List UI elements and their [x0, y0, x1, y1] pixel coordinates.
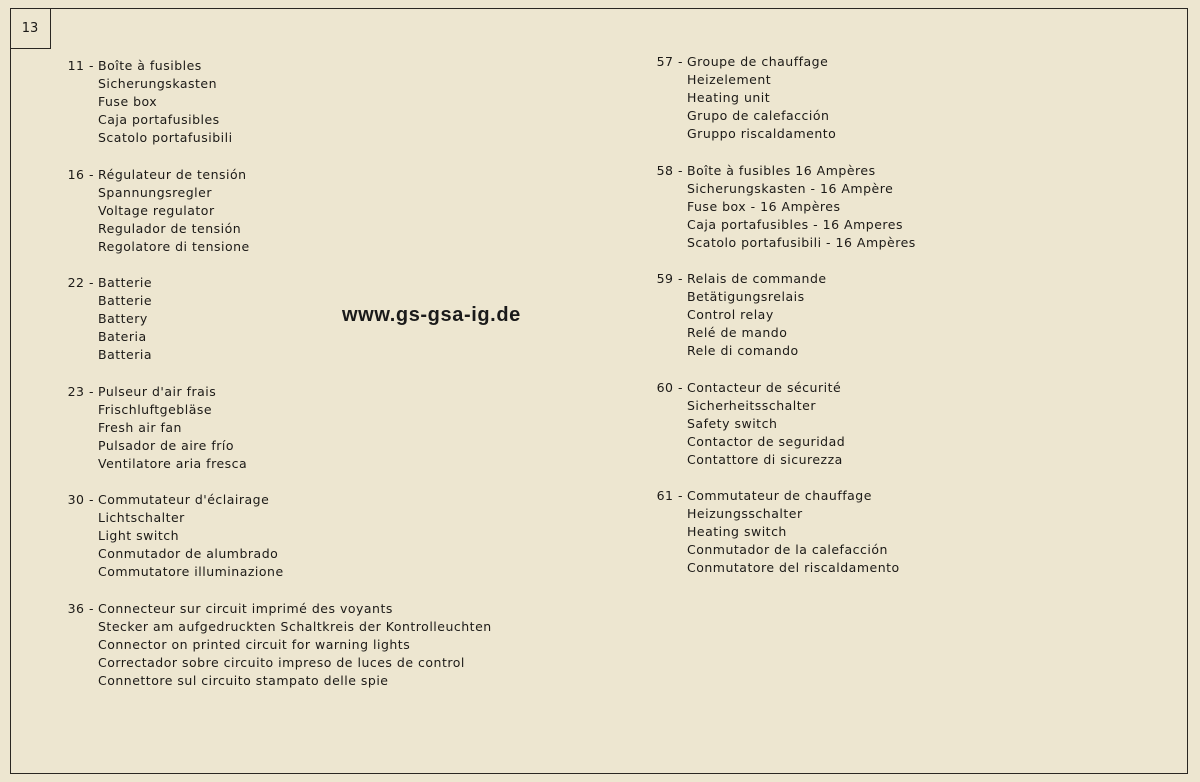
entry-number: 59 -	[656, 271, 683, 286]
entry-german: Batterie	[98, 293, 153, 308]
entry-italian: Scatolo portafusibili	[98, 130, 233, 145]
entry-italian: Batteria	[98, 347, 152, 362]
legend-entry	[655, 379, 1175, 469]
entry-spanish: Caja portafusibles	[98, 112, 220, 127]
entry-english: Connector on printed circuit for warning lights	[98, 636, 411, 652]
entry-french: Connecteur sur circuit imprimé des voyants	[98, 600, 393, 616]
entry-english: Control relay	[687, 307, 774, 322]
entry-italian: Commutatore illuminazione	[98, 564, 284, 579]
legend-column-right	[655, 53, 1175, 596]
entry-french: Contacteur de sécurité	[687, 379, 842, 395]
entry-english: Heating switch	[687, 524, 787, 539]
entry-spanish: Contactor de seguridad	[687, 433, 846, 449]
entry-number: 61 -	[656, 488, 683, 503]
entry-italian: Connettore sul circuito stampato delle spie	[98, 672, 389, 688]
entry-spanish: Relé de mando	[687, 325, 788, 340]
entry-german: Lichtschalter	[98, 510, 185, 525]
entry-french: Régulateur de tensión	[98, 166, 247, 182]
entry-spanish: Caja portafusibles - 16 Amperes	[687, 216, 903, 232]
entry-italian: Contattore di sicurezza	[687, 451, 843, 467]
legend-entry	[655, 53, 1175, 143]
entry-italian: Scatolo portafusibili - 16 Ampères	[687, 234, 916, 250]
page-number: 13	[21, 20, 39, 36]
entry-italian: Gruppo riscaldamento	[687, 126, 837, 141]
entry-german: Sicherheitsschalter	[687, 397, 816, 413]
entry-french: Groupe de chauffage	[687, 54, 829, 69]
entry-italian: Regolatore di tensione	[98, 238, 250, 254]
entry-number: 22 -	[67, 275, 94, 290]
entry-spanish: Grupo de calefacción	[687, 108, 830, 123]
entry-number: 11 -	[67, 58, 94, 73]
page-number-box	[10, 8, 51, 49]
entry-number: 58 -	[656, 162, 683, 178]
entry-french: Boîte à fusibles 16 Ampères	[687, 162, 876, 178]
legend-entry	[655, 487, 1175, 577]
entry-number: 23 -	[67, 383, 94, 399]
legend-entry	[655, 162, 1175, 252]
entry-german: Sicherungskasten - 16 Ampère	[687, 180, 894, 196]
entry-german: Sicherungskasten	[98, 76, 218, 91]
entry-french: Relais de commande	[687, 271, 827, 286]
entry-spanish: Pulsador de aire frío	[98, 437, 235, 453]
entry-english: Light switch	[98, 528, 180, 543]
entry-english: Fuse box	[98, 94, 158, 109]
entry-german: Frischluftgebläse	[98, 401, 213, 417]
legend-entry	[66, 166, 626, 256]
entry-english: Fuse box - 16 Ampères	[687, 198, 841, 214]
entry-spanish: Conmutador de alumbrado	[98, 546, 279, 561]
entry-french: Commutateur de chauffage	[687, 488, 872, 503]
legend-entry	[66, 491, 626, 581]
entry-german: Heizelement	[687, 72, 772, 87]
entry-german: Stecker am aufgedruckten Schaltkreis der Kontrolleuchten	[98, 618, 492, 634]
entry-spanish: Bateria	[98, 329, 147, 344]
entry-german: Betätigungsrelais	[687, 289, 805, 304]
entry-number: 57 -	[656, 54, 683, 69]
entry-english: Battery	[98, 311, 148, 326]
entry-english: Heating unit	[687, 90, 771, 105]
entry-number: 60 -	[656, 379, 683, 395]
entry-french: Batterie	[98, 275, 153, 290]
entry-number: 16 -	[67, 166, 94, 182]
entry-spanish: Correctador sobre circuito impreso de luces de control	[98, 654, 465, 670]
entry-french: Pulseur d'air frais	[98, 383, 217, 399]
entry-german: Heizungsschalter	[687, 506, 803, 521]
entry-number: 30 -	[67, 492, 94, 507]
entry-english: Safety switch	[687, 415, 778, 431]
entry-german: Spannungsregler	[98, 184, 212, 200]
entry-number: 36 -	[67, 600, 94, 616]
entry-italian: Rele di comando	[687, 343, 799, 358]
watermark-url: www.gs-gsa-ig.de	[342, 304, 521, 326]
legend-entry	[66, 600, 626, 690]
entry-spanish: Regulador de tensión	[98, 220, 242, 236]
legend-column-left	[66, 57, 626, 708]
entry-english: Fresh air fan	[98, 419, 182, 435]
legend-entry	[655, 270, 1175, 360]
entry-spanish: Conmutador de la calefacción	[687, 542, 888, 557]
entry-french: Boîte à fusibles	[98, 58, 202, 73]
entry-english: Voltage regulator	[98, 202, 215, 218]
entry-french: Commutateur d'éclairage	[98, 492, 270, 507]
legend-entry	[66, 57, 626, 147]
legend-entry	[66, 383, 626, 473]
entry-italian: Ventilatore aria fresca	[98, 455, 248, 471]
entry-italian: Conmutatore del riscaldamento	[687, 560, 900, 575]
